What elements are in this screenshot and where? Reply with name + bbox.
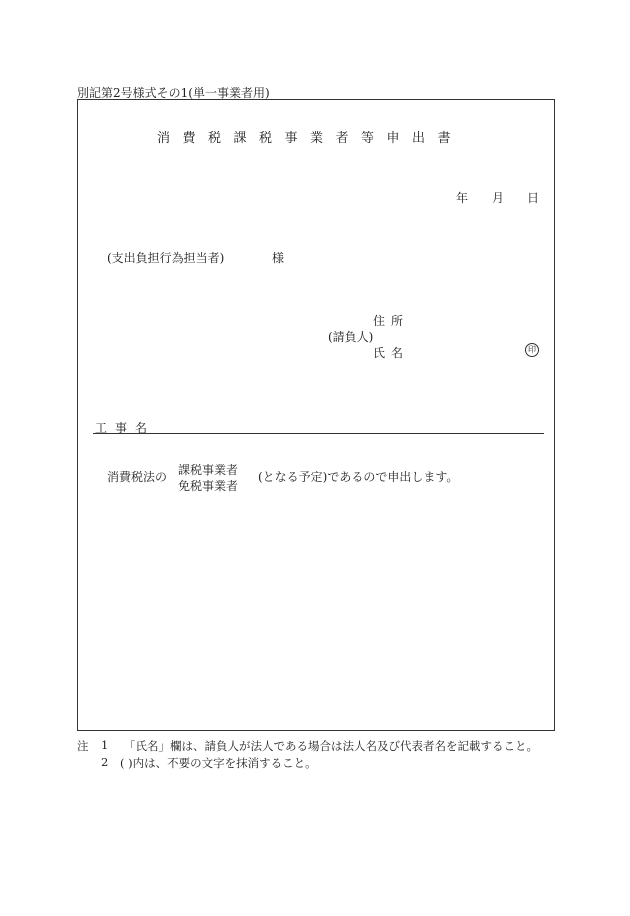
option-exempt-business: 免税事業者 [178,479,239,493]
contractor-role-label: (請負人) [328,330,374,344]
form-label: 別記第2号様式その1(単一事業者用) [77,86,270,100]
declaration-law-text: 消費税法の [107,470,168,484]
option-taxable-business: 課税事業者 [178,463,239,477]
declaration-statement: (となる予定)であるので申出します。 [258,470,459,484]
name-label: 氏名 [373,346,410,360]
seal-mark: 印 [525,343,539,357]
document-title: 消費税課税事業者等申出書 [157,131,464,146]
addressee-honorific: 様 [272,251,285,265]
date-day-label: 日 [527,191,540,205]
date-year-label: 年 [456,191,469,205]
note-2-number: 2 [101,755,109,769]
form-frame [77,99,555,731]
note-1-number: 1 [101,738,109,752]
date-month-label: 月 [492,191,505,205]
addressee-label: (支出負担行為担当者) [107,251,225,265]
note-1-text: 「氏名」欄は、請負人が法人である場合は法人名及び代表者名を記載すること。 [124,739,538,753]
construction-name-underline [93,433,544,434]
address-label: 住所 [373,314,410,328]
notes-heading: 注 [77,739,89,753]
construction-name-label: 工事名 [95,421,156,435]
note-2-text: ( )内は、不要の文字を抹消すること。 [120,756,317,770]
